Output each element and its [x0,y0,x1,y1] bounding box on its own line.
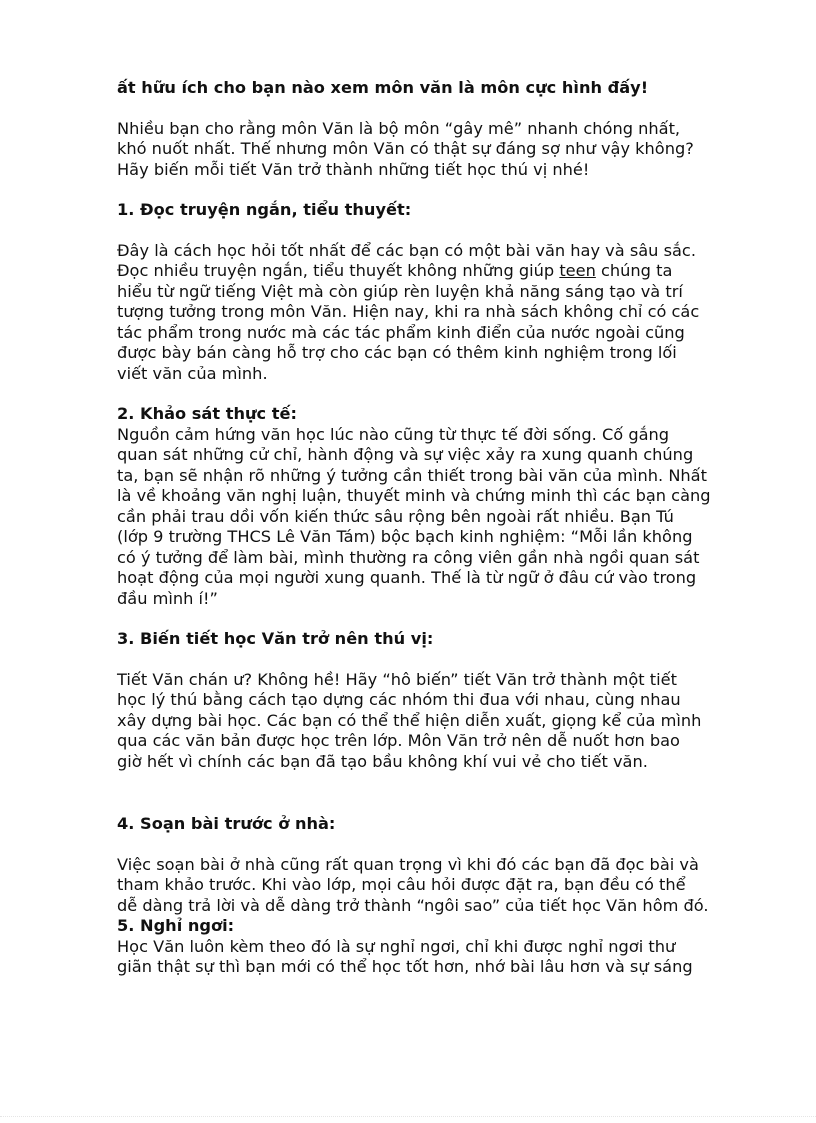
section-heading: 2. Khảo sát thực tế: [117,404,297,423]
body-text: chúng ta [595,261,673,280]
body-line: (lớp 9 trường THCS Lê Văn Tám) bộc bạch kinh nghiệm: “Mỗi lần không [117,527,693,546]
body-line: qua các văn bản được học trên lớp. Môn Văn trở nên dễ nuốt hơn bao [117,731,680,750]
body-line: học lý thú bằng cách tạo dựng các nhóm thi đua với nhau, cùng nhau [117,690,681,709]
body-line: tham khảo trước. Khi vào lớp, mọi câu hỏi được đặt ra, bạn đều có thể [117,875,686,894]
body-line: Tiết Văn chán ư? Không hề! Hãy “hô biến” tiết Văn trở thành một tiết [117,669,677,689]
body-line [117,261,757,282]
body-line: tượng tưởng trong môn Văn. Hiện nay, khi ra nhà sách không chỉ có các [117,302,700,321]
body-line: ta, bạn sẽ nhận rõ những ý tưởng cần thiết trong bài văn của mình. Nhất [117,465,707,485]
page-title: ất hữu ích cho bạn nào xem môn văn là môn cực hình đấy! [117,78,649,97]
body-line: giãn thật sự thì bạn mới có thể học tốt hơn, nhớ bài lâu hơn và sự sáng [117,957,693,976]
body-line: cần phải trau dồi vốn kiến thức sâu rộng bên ngoài rất nhiều. Bạn Tú [117,506,674,526]
body-line: hoạt động của mọi người xung quanh. Thế là từ ngữ ở đâu cứ vào trong [117,568,697,587]
body-line: được bày bán càng hỗ trợ cho các bạn có thêm kinh nghiệm trong lối [117,343,677,362]
body-line: Việc soạn bài ở nhà cũng rất quan trọng vì khi đó các bạn đã đọc bài và [117,854,699,874]
body-line: xây dựng bài học. Các bạn có thể thể hiện diễn xuất, giọng kể của mình [117,710,702,730]
intro-line: khó nuốt nhất. Thế nhưng môn Văn có thật sự đáng sợ như vậy không? [117,139,694,158]
section-heading: 4. Soạn bài trước ở nhà: [117,814,336,833]
body-line: viết văn của mình. [117,363,268,383]
body-line: hiểu từ ngữ tiếng Việt mà còn giúp rèn luyện khả năng sáng tạo và trí [117,281,683,301]
body-line: Học Văn luôn kèm theo đó là sự nghỉ ngơi, chỉ khi được nghỉ ngơi thư [117,936,676,956]
section-heading: 3. Biến tiết học Văn trở nên thú vị: [117,629,434,648]
body-line: Nguồn cảm hứng văn học lúc nào cũng từ thực tế đời sống. Cố gắng [117,424,670,444]
body-line: là về khoảng văn nghị luận, thuyết minh và chứng minh thì các bạn càng [117,486,711,505]
body-line: Đây là cách học hỏi tốt nhất để các bạn có một bài văn hay và sâu sắc. [117,240,696,260]
intro-line: Hãy biến mỗi tiết Văn trở thành những tiết học thú vị nhé! [117,159,590,179]
body-line: có ý tưởng để làm bài, mình thường ra công viên gần nhà ngồi quan sát [117,547,700,567]
teen-link[interactable]: teen [559,261,596,280]
body-line: giờ hết vì chính các bạn đã tạo bầu không khí vui vẻ cho tiết văn. [117,751,648,771]
body-line: quan sát những cử chỉ, hành động và sự việc xảy ra xung quanh chúng [117,445,694,464]
page-bottom-divider [0,1116,816,1117]
body-line: đầu mình í!” [117,588,218,608]
intro-line: Nhiều bạn cho rằng môn Văn là bộ môn “gây mê” nhanh chóng nhất, [117,118,681,138]
section-heading: 5. Nghỉ ngơi: [117,916,235,935]
section-heading: 1. Đọc truyện ngắn, tiểu thuyết: [117,200,412,219]
body-line: tác phẩm trong nước mà các tác phẩm kinh điển của nước ngoài cũng [117,322,685,342]
body-line: dễ dàng trả lời và dễ dàng trở thành “ngôi sao” của tiết học Văn hôm đó. [117,895,709,915]
body-text: Đọc nhiều truyện ngắn, tiểu thuyết không những giúp [117,261,560,280]
document-body [117,78,757,978]
